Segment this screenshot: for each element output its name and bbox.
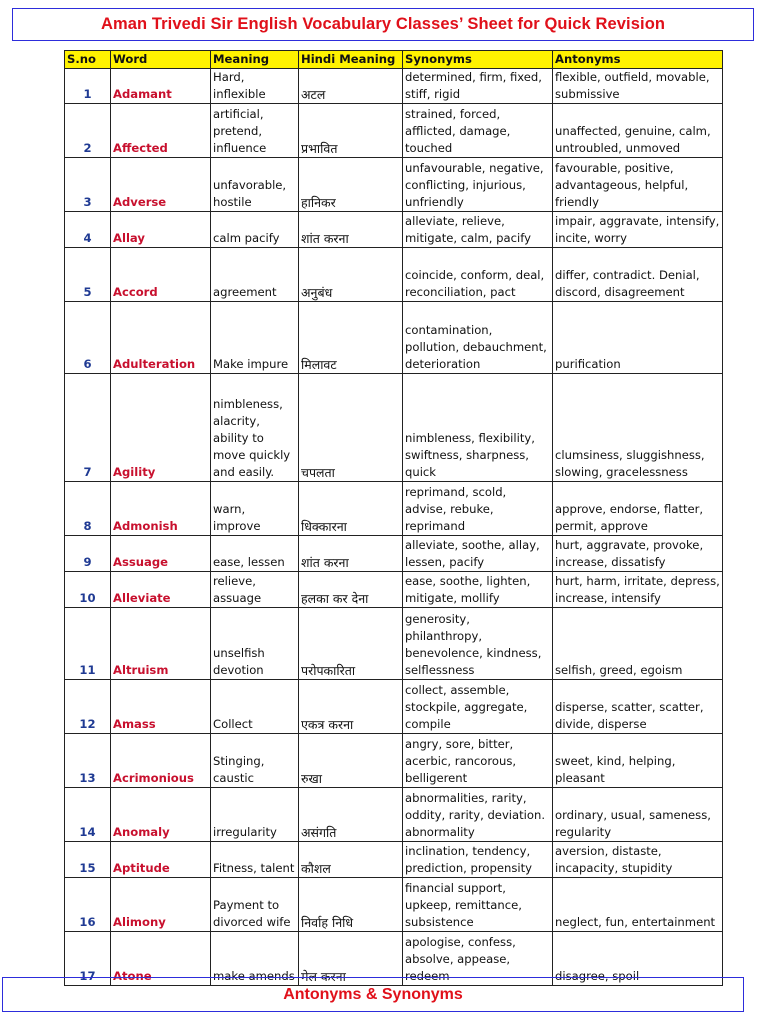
cell-hindi-meaning: हलका कर देना [299, 572, 403, 608]
cell-meaning: Stinging, caustic [211, 734, 299, 788]
cell-sno: 13 [65, 734, 111, 788]
cell-antonyms: differ, contradict. Denial, discord, disagreement [553, 248, 723, 302]
cell-synonyms: abnormalities, rarity, oddity, rarity, deviation. abnormality [403, 788, 553, 842]
cell-word: Agility [111, 374, 211, 482]
cell-word: Alleviate [111, 572, 211, 608]
cell-hindi-meaning: परोपकारिता [299, 608, 403, 680]
cell-antonyms: hurt, harm, irritate, depress, increase, intensify [553, 572, 723, 608]
table-row [65, 842, 723, 878]
cell-sno: 12 [65, 680, 111, 734]
cell-meaning: Payment to divorced wife [211, 878, 299, 932]
cell-synonyms: inclination, tendency, prediction, propensity [403, 842, 553, 878]
cell-synonyms: contamination, pollution, debauchment, deterioration [403, 302, 553, 374]
cell-antonyms: hurt, aggravate, provoke, increase, dissatisfy [553, 536, 723, 572]
cell-antonyms: neglect, fun, entertainment [553, 878, 723, 932]
cell-sno: 5 [65, 248, 111, 302]
cell-meaning: warn, improve [211, 482, 299, 536]
cell-word: Adulteration [111, 302, 211, 374]
cell-meaning: agreement [211, 248, 299, 302]
cell-word: Admonish [111, 482, 211, 536]
cell-hindi-meaning: निर्वाह निधि [299, 878, 403, 932]
cell-synonyms: collect, assemble, stockpile, aggregate, compile [403, 680, 553, 734]
cell-hindi-meaning: रुखा [299, 734, 403, 788]
column-header-synonyms: Synonyms [403, 51, 553, 69]
cell-synonyms: alleviate, relieve, mitigate, calm, pacify [403, 212, 553, 248]
cell-hindi-meaning: एकत्र करना [299, 680, 403, 734]
cell-antonyms: ordinary, usual, sameness, regularity [553, 788, 723, 842]
cell-word: Alimony [111, 878, 211, 932]
cell-synonyms: reprimand, scold, advise, rebuke, reprimand [403, 482, 553, 536]
table-row [65, 69, 723, 104]
cell-sno: 2 [65, 104, 111, 158]
cell-meaning: unfavorable, hostile [211, 158, 299, 212]
cell-hindi-meaning: धिक्कारना [299, 482, 403, 536]
cell-antonyms: purification [553, 302, 723, 374]
cell-word: Atone [111, 932, 211, 986]
cell-meaning: Hard, inflexible [211, 69, 299, 104]
cell-hindi-meaning: अनुबंध [299, 248, 403, 302]
cell-word: Anomaly [111, 788, 211, 842]
cell-word: Affected [111, 104, 211, 158]
cell-sno: 6 [65, 302, 111, 374]
cell-meaning: relieve, assuage [211, 572, 299, 608]
table-row [65, 680, 723, 734]
cell-word: Amass [111, 680, 211, 734]
cell-sno: 10 [65, 572, 111, 608]
cell-sno: 1 [65, 69, 111, 104]
cell-sno: 14 [65, 788, 111, 842]
cell-synonyms: generosity, philanthropy, benevolence, kindness, selflessness [403, 608, 553, 680]
table-row [65, 878, 723, 932]
vocabulary-table [64, 50, 723, 986]
cell-word: Aptitude [111, 842, 211, 878]
table-row [65, 536, 723, 572]
cell-hindi-meaning: प्रभावित [299, 104, 403, 158]
table-row [65, 482, 723, 536]
cell-hindi-meaning: शांत करना [299, 212, 403, 248]
table-row [65, 104, 723, 158]
cell-antonyms: approve, endorse, flatter, permit, approve [553, 482, 723, 536]
cell-sno: 9 [65, 536, 111, 572]
cell-word: Assuage [111, 536, 211, 572]
cell-sno: 16 [65, 878, 111, 932]
cell-meaning: irregularity [211, 788, 299, 842]
cell-meaning: unselfish devotion [211, 608, 299, 680]
cell-hindi-meaning: हानिकर [299, 158, 403, 212]
cell-synonyms: coincide, conform, deal, reconciliation, pact [403, 248, 553, 302]
cell-synonyms: apologise, confess, absolve, appease, redeem [403, 932, 553, 986]
cell-antonyms: impair, aggravate, intensify, incite, worry [553, 212, 723, 248]
cell-antonyms: unaffected, genuine, calm, untroubled, unmoved [553, 104, 723, 158]
cell-hindi-meaning: असंगति [299, 788, 403, 842]
cell-hindi-meaning: मेल करना [299, 932, 403, 986]
cell-word: Allay [111, 212, 211, 248]
column-header-sno: S.no [65, 51, 111, 69]
cell-hindi-meaning: चपलता [299, 374, 403, 482]
cell-meaning: ease, lessen [211, 536, 299, 572]
cell-hindi-meaning: कौशल [299, 842, 403, 878]
cell-synonyms: unfavourable, negative, conflicting, injurious, unfriendly [403, 158, 553, 212]
cell-synonyms: angry, sore, bitter, acerbic, rancorous, belligerent [403, 734, 553, 788]
cell-sno: 11 [65, 608, 111, 680]
cell-synonyms: alleviate, soothe, allay, lessen, pacify [403, 536, 553, 572]
cell-word: Adverse [111, 158, 211, 212]
cell-word: Altruism [111, 608, 211, 680]
cell-meaning: make amends [211, 932, 299, 986]
cell-antonyms: selfish, greed, egoism [553, 608, 723, 680]
cell-meaning: calm pacify [211, 212, 299, 248]
cell-antonyms: aversion, distaste, incapacity, stupidity [553, 842, 723, 878]
cell-sno: 4 [65, 212, 111, 248]
cell-synonyms: nimbleness, flexibility, swiftness, sharpness, quick [403, 374, 553, 482]
cell-antonyms: disagree, spoil [553, 932, 723, 986]
cell-word: Acrimonious [111, 734, 211, 788]
table-header-row [65, 51, 723, 69]
cell-sno: 17 [65, 932, 111, 986]
cell-meaning: artificial, pretend, influence [211, 104, 299, 158]
table-row [65, 212, 723, 248]
page-title: Aman Trivedi Sir English Vocabulary Classes’ Sheet for Quick Revision [12, 8, 754, 41]
cell-meaning: Collect [211, 680, 299, 734]
cell-hindi-meaning: मिलावट [299, 302, 403, 374]
table-row [65, 608, 723, 680]
cell-antonyms: disperse, scatter, scatter, divide, disperse [553, 680, 723, 734]
cell-antonyms: sweet, kind, helping, pleasant [553, 734, 723, 788]
cell-antonyms: flexible, outfield, movable, submissive [553, 69, 723, 104]
cell-meaning: Fitness, talent [211, 842, 299, 878]
footer-label: Antonyms & Synonyms [2, 977, 744, 1012]
cell-word: Adamant [111, 69, 211, 104]
cell-sno: 15 [65, 842, 111, 878]
cell-synonyms: financial support, upkeep, remittance, subsistence [403, 878, 553, 932]
cell-hindi-meaning: अटल [299, 69, 403, 104]
cell-word: Accord [111, 248, 211, 302]
cell-synonyms: determined, firm, fixed, stiff, rigid [403, 69, 553, 104]
table-row [65, 572, 723, 608]
cell-sno: 3 [65, 158, 111, 212]
column-header-meaning: Meaning [211, 51, 299, 69]
cell-antonyms: favourable, positive, advantageous, helpful, friendly [553, 158, 723, 212]
cell-antonyms: clumsiness, sluggishness, slowing, gracelessness [553, 374, 723, 482]
column-header-word: Word [111, 51, 211, 69]
cell-sno: 7 [65, 374, 111, 482]
cell-sno: 8 [65, 482, 111, 536]
cell-meaning: Make impure [211, 302, 299, 374]
table-row [65, 734, 723, 788]
cell-synonyms: strained, forced, afflicted, damage, touched [403, 104, 553, 158]
cell-meaning: nimbleness, alacrity, ability to move quickly and easily. [211, 374, 299, 482]
column-header-hindi-meaning: Hindi Meaning [299, 51, 403, 69]
cell-hindi-meaning: शांत करना [299, 536, 403, 572]
table-row [65, 788, 723, 842]
table-row [65, 248, 723, 302]
table-row [65, 158, 723, 212]
cell-synonyms: ease, soothe, lighten, mitigate, mollify [403, 572, 553, 608]
table-row [65, 374, 723, 482]
column-header-antonyms: Antonyms [553, 51, 723, 69]
table-row [65, 302, 723, 374]
